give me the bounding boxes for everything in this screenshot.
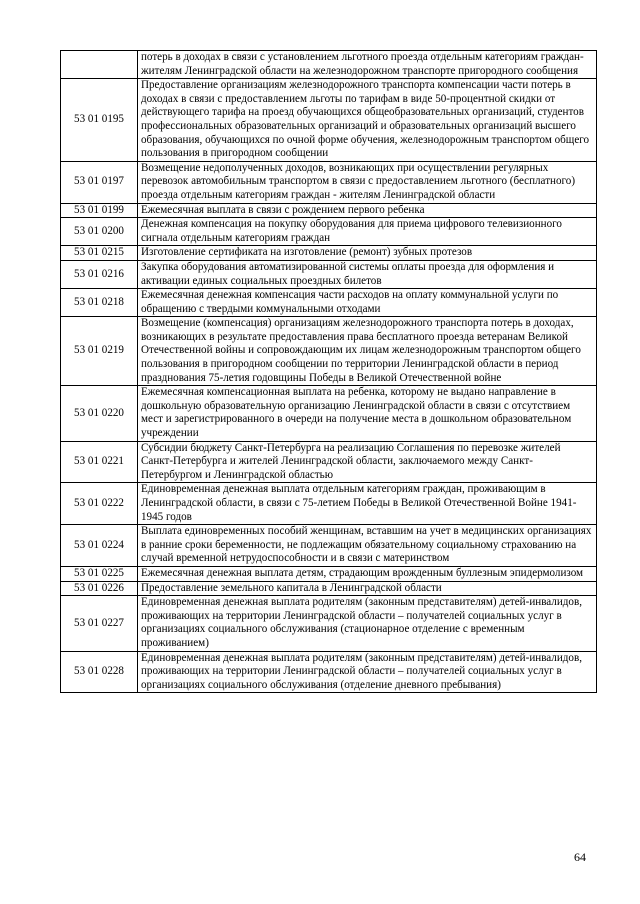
code-cell: 53 01 0216	[61, 260, 138, 288]
description-cell: Выплата единовременных пособий женщинам, вставшим на учет в медицинских организациях в ранние сроки беременности, не подлежащим обязательному социальному страхованию на случай временной нетрудоспособности и в связи с материнством	[138, 525, 597, 567]
code-cell: 53 01 0225	[61, 566, 138, 581]
description-cell: Единовременная денежная выплата родителям (законным представителям) детей-инвалидов, проживающих на территории Ленинградской области – получателей социальных услуг в организациях социального обслуживания (стационарное отделение с временным проживанием)	[138, 596, 597, 651]
code-cell: 53 01 0221	[61, 441, 138, 483]
code-cell: 53 01 0220	[61, 386, 138, 441]
description-cell: Субсидии бюджету Санкт-Петербурга на реализацию Соглашения по перевозке жителей Санкт-Петербурга и жителей Ленинградской области, заключаемого между Санкт-Петербургом и Ленинградской областью	[138, 441, 597, 483]
table-row	[61, 51, 597, 79]
code-cell: 53 01 0200	[61, 218, 138, 246]
code-cell: 53 01 0195	[61, 79, 138, 162]
table-row	[61, 161, 597, 203]
table-row	[61, 441, 597, 483]
code-cell: 53 01 0197	[61, 161, 138, 203]
table-row	[61, 317, 597, 386]
description-cell: Ежемесячная денежная выплата детям, страдающим врожденным буллезным эпидермолизом	[138, 566, 597, 581]
description-cell: Денежная компенсация на покупку оборудования для приема цифрового телевизионного сигнала отдельным категориям граждан	[138, 218, 597, 246]
description-cell: Предоставление организациям железнодорожного транспорта компенсации части потерь в доходах в связи с предоставлением льготы по тарифам в виде 50-процентной скидки от действующего тарифа на проезд обучающихся общеобразовательных организаций, студентов профессиональных образовательных организаций и образовательных организаций высшего образования, обучающихся по очной форме обучения, железнодорожным транспортом общего пользования в пригородном сообщении	[138, 79, 597, 162]
table-row	[61, 483, 597, 525]
table-row	[61, 525, 597, 567]
table-row	[61, 79, 597, 162]
description-cell: Изготовление сертификата на изготовление (ремонт) зубных протезов	[138, 246, 597, 261]
code-cell: 53 01 0226	[61, 581, 138, 596]
description-cell: Предоставление земельного капитала в Ленинградской области	[138, 581, 597, 596]
description-cell: Ежемесячная выплата в связи с рождением первого ребенка	[138, 203, 597, 218]
code-cell: 53 01 0215	[61, 246, 138, 261]
table-row	[61, 386, 597, 441]
description-cell: Ежемесячная компенсационная выплата на ребенка, которому не выдано направление в дошкольную образовательную организацию Ленинградской области в связи с отсутствием мест и зарегистрированного в очереди на получение места в дошкольном образовательном учреждении	[138, 386, 597, 441]
code-cell: 53 01 0219	[61, 317, 138, 386]
page-number: 64	[574, 850, 586, 864]
code-cell	[61, 51, 138, 79]
table-row	[61, 260, 597, 288]
table-row	[61, 651, 597, 693]
description-cell: Единовременная денежная выплата родителям (законным представителям) детей-инвалидов, проживающих на территории Ленинградской области – получателей социальных услуг в организациях социального обслуживания (отделение дневного пребывания)	[138, 651, 597, 693]
description-cell: Возмещение (компенсация) организациям железнодорожного транспорта потерь в доходах, возникающих в результате предоставления права бесплатного проезда ветеранам Великой Отечественной войны и сопровождающим их лицам железнодорожным транспортом общего пользования в пригородном сообщении по территории Ленинградской области в период празднования 75-летия годовщины Победы в Великой Отечественной войне	[138, 317, 597, 386]
table-row	[61, 203, 597, 218]
description-cell: потерь в доходах в связи с установлением льготного проезда отдельным категориям граждан-жителям Ленинградской области на железнодорожном транспорте пригородного сообщения	[138, 51, 597, 79]
code-cell: 53 01 0218	[61, 289, 138, 317]
table-row	[61, 566, 597, 581]
code-cell: 53 01 0222	[61, 483, 138, 525]
budget-codes-table	[60, 50, 597, 693]
description-cell: Закупка оборудования автоматизированной системы оплаты проезда для оформления и активации единых социальных проездных билетов	[138, 260, 597, 288]
code-cell: 53 01 0227	[61, 596, 138, 651]
table-row	[61, 218, 597, 246]
code-cell: 53 01 0224	[61, 525, 138, 567]
table-row	[61, 596, 597, 651]
code-cell: 53 01 0228	[61, 651, 138, 693]
description-cell: Возмещение недополученных доходов, возникающих при осуществлении регулярных перевозок автомобильным транспортом в связи с предоставлением льготного (бесплатного) проезда отдельным категориям граждан - жителям Ленинградской области	[138, 161, 597, 203]
description-cell: Ежемесячная денежная компенсация части расходов на оплату коммунальной услуги по обращению с твердыми коммунальными отходами	[138, 289, 597, 317]
table-row	[61, 289, 597, 317]
description-cell: Единовременная денежная выплата отдельным категориям граждан, проживающим в Ленинградской области, в связи с 75-летием Победы в Великой Отечественной Войне 1941-1945 годов	[138, 483, 597, 525]
table-row	[61, 581, 597, 596]
table-row	[61, 246, 597, 261]
code-cell: 53 01 0199	[61, 203, 138, 218]
